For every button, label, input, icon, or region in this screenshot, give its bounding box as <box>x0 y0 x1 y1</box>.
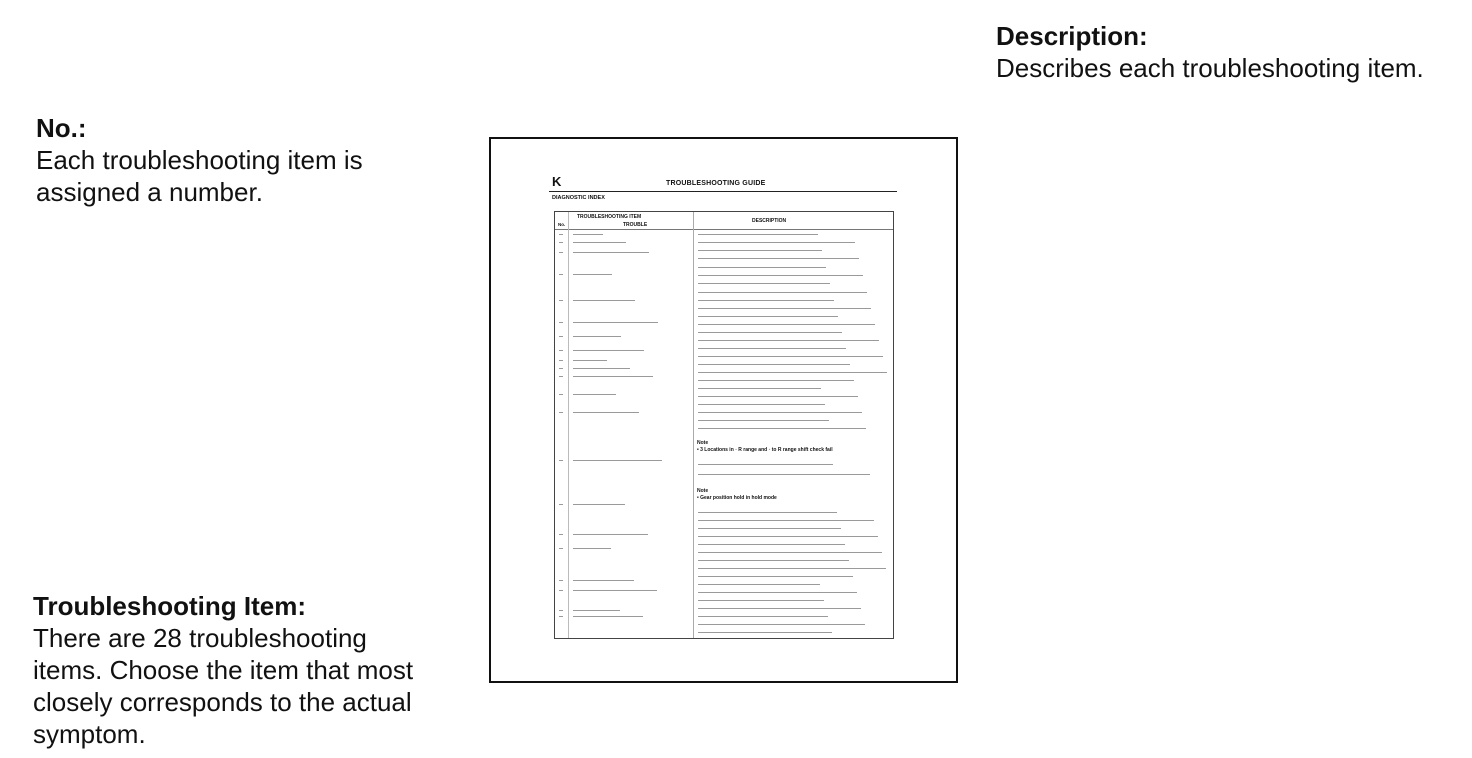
number-mark <box>559 252 563 253</box>
description-text-line <box>698 396 858 397</box>
description-text-line <box>698 332 842 333</box>
thumbnail-subtitle: DIAGNOSTIC INDEX <box>552 195 605 201</box>
description-text-line <box>698 283 830 284</box>
description-text-line <box>698 372 887 373</box>
number-mark <box>559 234 563 235</box>
number-mark <box>559 504 563 505</box>
item-text-line <box>573 394 616 395</box>
description-text-line <box>698 300 834 301</box>
number-mark <box>559 580 563 581</box>
item-text-line <box>573 274 612 275</box>
number-mark <box>559 394 563 395</box>
description-text-line <box>698 404 825 405</box>
item-text-line <box>573 460 662 461</box>
header-description: DESCRIPTION <box>752 218 787 224</box>
description-text-line <box>698 536 878 537</box>
item-text-line <box>573 616 643 617</box>
number-mark <box>559 534 563 535</box>
column-divider-description <box>693 212 694 638</box>
item-text-line <box>573 580 634 581</box>
number-callout <box>36 112 436 208</box>
description-text-line <box>698 552 882 553</box>
header-trouble: TROUBLE <box>623 222 648 228</box>
description-text-line <box>698 380 854 381</box>
item-text-line <box>573 234 603 235</box>
description-text-line <box>698 544 845 545</box>
description-text-line <box>698 608 861 609</box>
column-divider-no <box>568 212 569 638</box>
number-mark <box>559 460 563 461</box>
number-text: Each troubleshooting item is assigned a number. <box>36 145 363 207</box>
number-mark <box>559 300 563 301</box>
item-text-line <box>573 368 630 369</box>
number-mark <box>559 322 563 323</box>
item-text-line <box>573 534 648 535</box>
note-2-label: Note <box>697 488 709 494</box>
description-text-line <box>698 512 837 513</box>
description-text-line <box>698 275 863 276</box>
description-text-line <box>698 624 865 625</box>
description-heading: Description: <box>996 21 1148 51</box>
description-text-line <box>698 428 866 429</box>
description-text-line <box>698 520 874 521</box>
number-mark <box>559 274 563 275</box>
number-mark <box>559 360 563 361</box>
description-text-line <box>698 616 828 617</box>
description-text-line <box>698 412 862 413</box>
title-rule <box>549 191 897 192</box>
header-rule <box>555 229 893 230</box>
description-text-line <box>698 234 818 235</box>
description-text-line <box>698 250 822 251</box>
item-text-line <box>573 548 611 549</box>
number-mark <box>559 412 563 413</box>
item-text-line <box>573 252 649 253</box>
section-letter: K <box>552 174 562 189</box>
description-text-line <box>698 316 838 317</box>
description-text-line <box>698 388 821 389</box>
item-text-line <box>573 300 635 301</box>
description-text-line <box>698 584 820 585</box>
note-1-text: • 3 Locations in ◦ R range and ◦ to R range shift check fail <box>697 447 833 453</box>
number-heading: No.: <box>36 113 87 143</box>
troubleshooting-item-callout <box>33 590 443 750</box>
description-text-line <box>698 356 883 357</box>
description-text-line <box>698 464 833 465</box>
description-text: Describes each troubleshooting item. <box>996 53 1424 83</box>
note-1-label: Note <box>697 440 709 446</box>
number-mark <box>559 336 563 337</box>
description-text-line <box>698 267 826 268</box>
note-2-text: • Gear position hold in hold mode <box>697 495 777 501</box>
description-text-line <box>698 364 850 365</box>
item-text-line <box>573 322 658 323</box>
description-text-line <box>698 292 867 293</box>
number-mark <box>559 368 563 369</box>
item-text-line <box>573 376 653 377</box>
number-mark <box>559 610 563 611</box>
number-mark <box>559 548 563 549</box>
description-text-line <box>698 592 857 593</box>
description-text-line <box>698 258 859 259</box>
number-mark <box>559 376 563 377</box>
number-mark <box>559 590 563 591</box>
header-troubleshooting-item: TROUBLESHOOTING ITEM <box>577 214 642 220</box>
description-text-line <box>698 528 841 529</box>
description-text-line <box>698 340 879 341</box>
item-text-line <box>573 610 620 611</box>
description-text-line <box>698 308 871 309</box>
item-text-line <box>573 350 644 351</box>
description-text-line <box>698 632 832 633</box>
description-text-line <box>698 324 875 325</box>
troubleshooting-item-text: There are 28 troubleshooting items. Choose the item that most closely corresponds to the actual symptom. <box>33 623 414 749</box>
item-text-line <box>573 412 639 413</box>
page-thumbnail <box>489 137 958 683</box>
number-mark <box>559 242 563 243</box>
item-text-line <box>573 504 625 505</box>
item-text-line <box>573 360 607 361</box>
description-text-line <box>698 420 829 421</box>
diagnostic-index-table <box>554 211 894 639</box>
description-text-line <box>698 474 870 475</box>
header-no: No. <box>558 222 566 227</box>
thumbnail-title: TROUBLESHOOTING GUIDE <box>666 180 766 187</box>
number-mark <box>559 350 563 351</box>
description-text-line <box>698 568 886 569</box>
description-callout <box>996 20 1446 84</box>
description-text-line <box>698 560 849 561</box>
item-text-line <box>573 590 657 591</box>
description-text-line <box>698 348 846 349</box>
description-text-line <box>698 600 824 601</box>
description-text-line <box>698 242 855 243</box>
troubleshooting-item-heading: Troubleshooting Item: <box>33 591 306 621</box>
item-text-line <box>573 336 621 337</box>
item-text-line <box>573 242 626 243</box>
description-text-line <box>698 576 853 577</box>
number-mark <box>559 616 563 617</box>
